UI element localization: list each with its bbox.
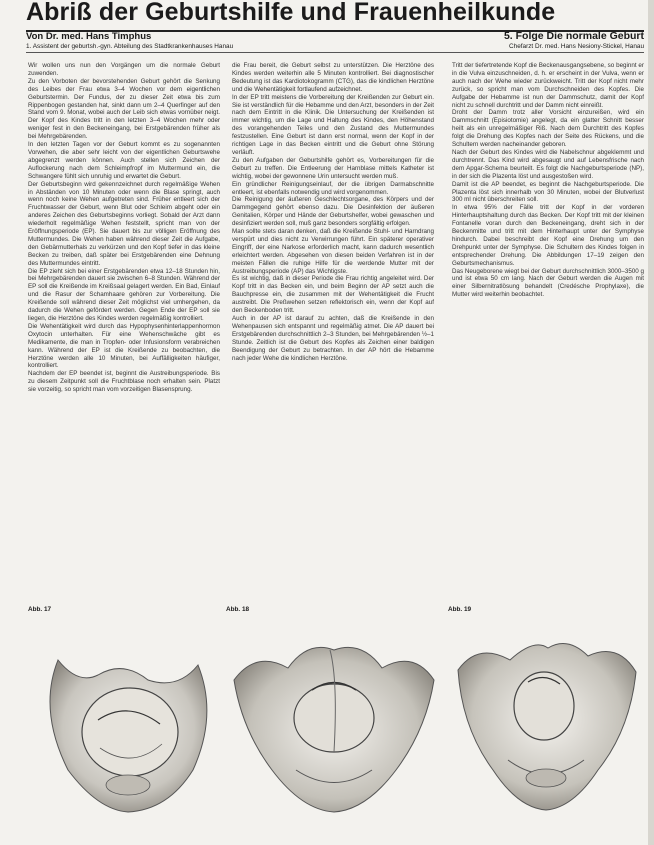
paragraph: die Frau bereit, die Geburt selbst zu unterstützen. Die Herztöne des Kindes werden weiterhin alle 5 Minuten kontrolliert. Bei diagnostischer Bedeutung ist das Kardiotokogramm (CTG), das die kindlichen Herztöne und die Wehentätigkeit fortlaufend aufzeichnet.: [232, 62, 434, 93]
paragraph: Die Reinigung der äußeren Geschlechtsorgane, des Körpers und der Dammgegend gehört ebenso dazu. Die Desinfektion der äußeren Genitalien, Körper und Hände der Geburtshelfer, wobei gewaschen und desinfiziert werden soll, muß ganz besonders sorgfältig erfolgen.: [232, 196, 434, 228]
paragraph: Zu den Aufgaben der Geburtshilfe gehört es, Vorbereitungen für die Geburt zu treffen. Die Entleerung der Harnblase mittels Katheter ist wichtig, wobei der gewonnene Urin untersucht werden muß.: [232, 156, 434, 180]
paragraph: In der EP tritt meistens die Vorbereitung der Kreißenden zur Geburt ein. Sie ist verständlich für die Hebamme und den Arzt, besonders in der Zeit nach dem Eintritt in die Klinik. Die Untersuchung der Kreißenden ist immer wichtig, um die Lage und Haltung des Kindes, den Höhenstand des vorangehenden Teiles und den Zustand des Muttermundes festzustellen. Eine Geburt ist dann erst normal, wenn der Kopf in der richtigen Lage in das Becken eintritt und die Geburt ohne Störung verläuft.: [232, 93, 434, 156]
header-rule: [26, 52, 644, 53]
figure-18: [226, 606, 442, 824]
paragraph: Zu den Vorboten der bevorstehenden Geburt gehört die Senkung des Leibes der Frau etwa 3–4 Wochen vor dem eigentlichen Geburtstermin. Der Fundus, der zu dieser Zeit etwa bis zum Rippenbogen gestanden hat, sinkt dann um 2–4 Querfinger auf den Stand vom 9. Monat, wobei auch der Leib sich etwas vornüber neigt. Der Kopf des Kindes tritt in den letzten 3–4 Wochen mehr oder weniger fest in den Beckeneingang, bei Erstgebärenden früher als bei Mehrgebärenden.: [28, 77, 220, 141]
figure-caption: Abb. 17: [28, 606, 52, 613]
pelvis-illustration-17: [28, 620, 224, 824]
series-label: 5. Folge Die normale Geburt: [503, 30, 644, 42]
paragraph: Der Geburtsbeginn wird gekennzeichnet durch regelmäßige Wehen in Abständen von 10 Minuten oder wenn die Blase springt, auch wenn noch keine Wehen aufgetreten sind. Früher entleert sich der Fruchtwasser der Geburt, wenn Blut oder Schleim abgeht oder ein anderes Zeichen des Geburtsbeginns vorliegt. Sobald der Arzt dann wiederholt regelmäßige Wehen feststellt, spricht man von der Eröffnungsperiode (EP). Sie dauert bis zur völligen Eröffnung des Muttermundes. Die Wehen haben während dieser Zeit die Aufgabe, den Gebärmutterhals zu verkürzen und den Kopf tiefer in das kleine Becken zu treiben, daß später bei Erstgebärenden eine Dehnung des Muttermundes eintritt.: [28, 180, 220, 267]
pelvis-illustration-19: [448, 620, 644, 824]
pelvis-illustration-18: [226, 620, 442, 824]
paragraph: Nachdem der EP beendet ist, beginnt die Austreibungsperiode. Bis zu diesem Zeitpunkt soll die Fruchtblase noch erhalten sein. Platzt sie vorzeitig, so spricht man vom vorzeitigen Blasensprung.: [28, 370, 220, 394]
figure-caption: Abb. 19: [448, 606, 472, 613]
paragraph: Es ist wichtig, daß in dieser Periode die Frau richtig angeleitet wird. Der Kopf tritt in das Becken ein, und beim Beginn der AP setzt auch die Bauchpresse ein, die zusammen mit der Wehentätigkeit die Frucht austreibt. Die Preßwehen setzen reflektorisch ein, wenn der Kopf auf den Beckenboden tritt.: [232, 275, 434, 315]
paragraph: In etwa 95% der Fälle tritt der Kopf in der vorderen Hinterhauptshaltung durch das Becken. Der Kopf tritt mit der kleinen Fontanelle voran durch den Beckeneingang, dreht sich in der Beckenmitte und tritt mit dem Hinterhaupt unter der Symphyse hindurch. Dabei beschreibt der Kopf eine Drehung um den Drehpunkt unter der Symphyse. Die Schultern des Kindes folgen in entsprechender Drehung. Die Abbildungen 17–19 zeigen den Geburtsmechanismus.: [452, 204, 644, 267]
paragraph: Man sollte stets daran denken, daß die Kreißende Stuhl- und Harndrang verspürt und dies nicht zu Verwirrungen führt. Ein späterer operativer Eingriff, der eine Narkose erforderlich macht, kann dadurch wesentlich erleichtert werden. Abgesehen von diesen beiden Verfahren ist in der meisten Fällen die ruhige Hilfe für die werdende Mutter mit der Austreibungsperiode (AP) das Wichtigste.: [232, 228, 434, 275]
paragraph: Auch in der AP ist darauf zu achten, daß die Kreißende in den Wehenpausen sich entspannt und regelmäßig atmet. Die AP dauert bei Erstgebärenden durchschnittlich 2–3 Stunden, bei Mehrgebärenden ½–1 Stunde. Zeitlich ist die Geburt des Kopfes als Zeichen einer baldigen Beendigung der Geburt zu betrachten. In der AP hört die Hebamme nach jeder Wehe die kindlichen Herztöne.: [232, 315, 434, 362]
paragraph: Die EP zieht sich bei einer Erstgebärenden etwa 12–18 Stunden hin, bei Mehrgebärenden dauert sie zwischen 6–8 Stunden. Während der EP soll die Kreißende im Kreißsaal gelagert werden. Ein Bad, Einlauf und die Rasur der Schamhaare gehören zur Vorbereitung. Die Kreißende soll während dieser Zeit möglichst viel umhergehen, da dadurch die Wehen gefördert werden. Gegen Ende der EP soll sie liegen, die Herztöne des Kindes werden regelmäßig kontrolliert.: [28, 267, 220, 322]
paragraph: Nach der Geburt des Kindes wird die Nabelschnur abgeklemmt und durchtrennt. Das Kind wird abgesaugt und auf Lebensfrische nach dem Apgar-Schema beurteilt. Es folgt die Nachgeburtsperiode (NP), in der sich die Plazenta löst und ausgestoßen wird.: [452, 148, 644, 180]
paragraph: In den letzten Tagen vor der Geburt kommt es zu sogenannten Vorwehen, die aber sehr leicht von der eigentlichen Geburtswehe abgegrenzt werden können. Auch stellen sich Zeichen der Auflockerung nach dem Schleimpfropf im Muttermund ein, die Schwangere fühlt sich unruhig und erwartet die Geburt.: [28, 141, 220, 180]
paragraph: Droht der Damm trotz aller Vorsicht einzureißen, wird ein Dammschnitt (Episiotomie) angelegt, da ein glatter Schnitt besser heilt als ein unregelmäßiger Riß. Nach dem Durchtritt des Kopfes folgt die Drehung des Kopfes nach der Seite des Rückens, und die Schultern werden nacheinander geboren.: [452, 109, 644, 149]
chief-physician-line: Chefarzt Dr. med. Hans Nesiony-Stickel, Hanau: [509, 43, 644, 50]
page-edge: [648, 0, 654, 845]
paragraph: Tritt der tiefertretende Kopf die Beckenausgangsebene, so beginnt er in die Vulva einzuschneiden, d. h. er erscheint in der Vulva, wenn er auch nach der Wehe wieder zurückweicht. Tritt der Kopf nicht mehr zurück, so spricht man vom Durchschneiden des Kopfes. Die Aufgabe der Hebamme ist nun der Dammschutz, damit der Kopf nicht zu schnell durchtritt und der Damm nicht einreißt.: [452, 62, 644, 109]
figure-19: [448, 606, 644, 824]
text-column-2: [232, 62, 434, 594]
paragraph: Das Neugeborene wiegt bei der Geburt durchschnittlich 3000–3500 g und ist etwa 50 cm lang. Nach der Geburt werden die Augen mit einer Silbernitratlösung behandelt (Credésche Prophylaxe), die Mutter wird weiterhin beobachtet.: [452, 267, 644, 299]
text-column-1: [28, 62, 220, 594]
author-line: Von Dr. med. Hans Timphus: [26, 31, 152, 42]
paragraph: Die Wehentätigkeit wird durch das Hypophysenhinterlappenhormon Oxytocin unterhalten. Für eine Wehenschwäche gibt es Medikamente, die man in Tropfen- oder Infusionsform verabreichen kann. Während der EP ist die Kreißende zu beobachten, die Herztöne werden alle 10 Minuten, bei Auffälligkeiten häufiger, kontrolliert.: [28, 322, 220, 370]
affiliation-line: 1. Assistent der geburtsh.-gyn. Abteilung des Stadtkrankenhauses Hanau: [26, 43, 234, 50]
article-title: Abriß der Geburtshilfe und Frauenheilkunde: [26, 0, 556, 26]
figure-17: [28, 606, 224, 824]
text-column-3: [452, 62, 644, 594]
paragraph: Wir wollen uns nun den Vorgängen um die normale Geburt zuwenden.: [28, 62, 220, 77]
paragraph: Ein gründlicher Reinigungseinlauf, der die übrigen Darmabschnitte entleert, ist ebenfalls notwendig und wird vorgenommen.: [232, 180, 434, 196]
paragraph: Damit ist die AP beendet, es beginnt die Nachgeburtsperiode. Die Plazenta löst sich innerhalb von 30 Minuten, wobei der Blutverlust 300 ml nicht überschreiten soll.: [452, 180, 644, 204]
figure-caption: Abb. 18: [226, 606, 250, 613]
